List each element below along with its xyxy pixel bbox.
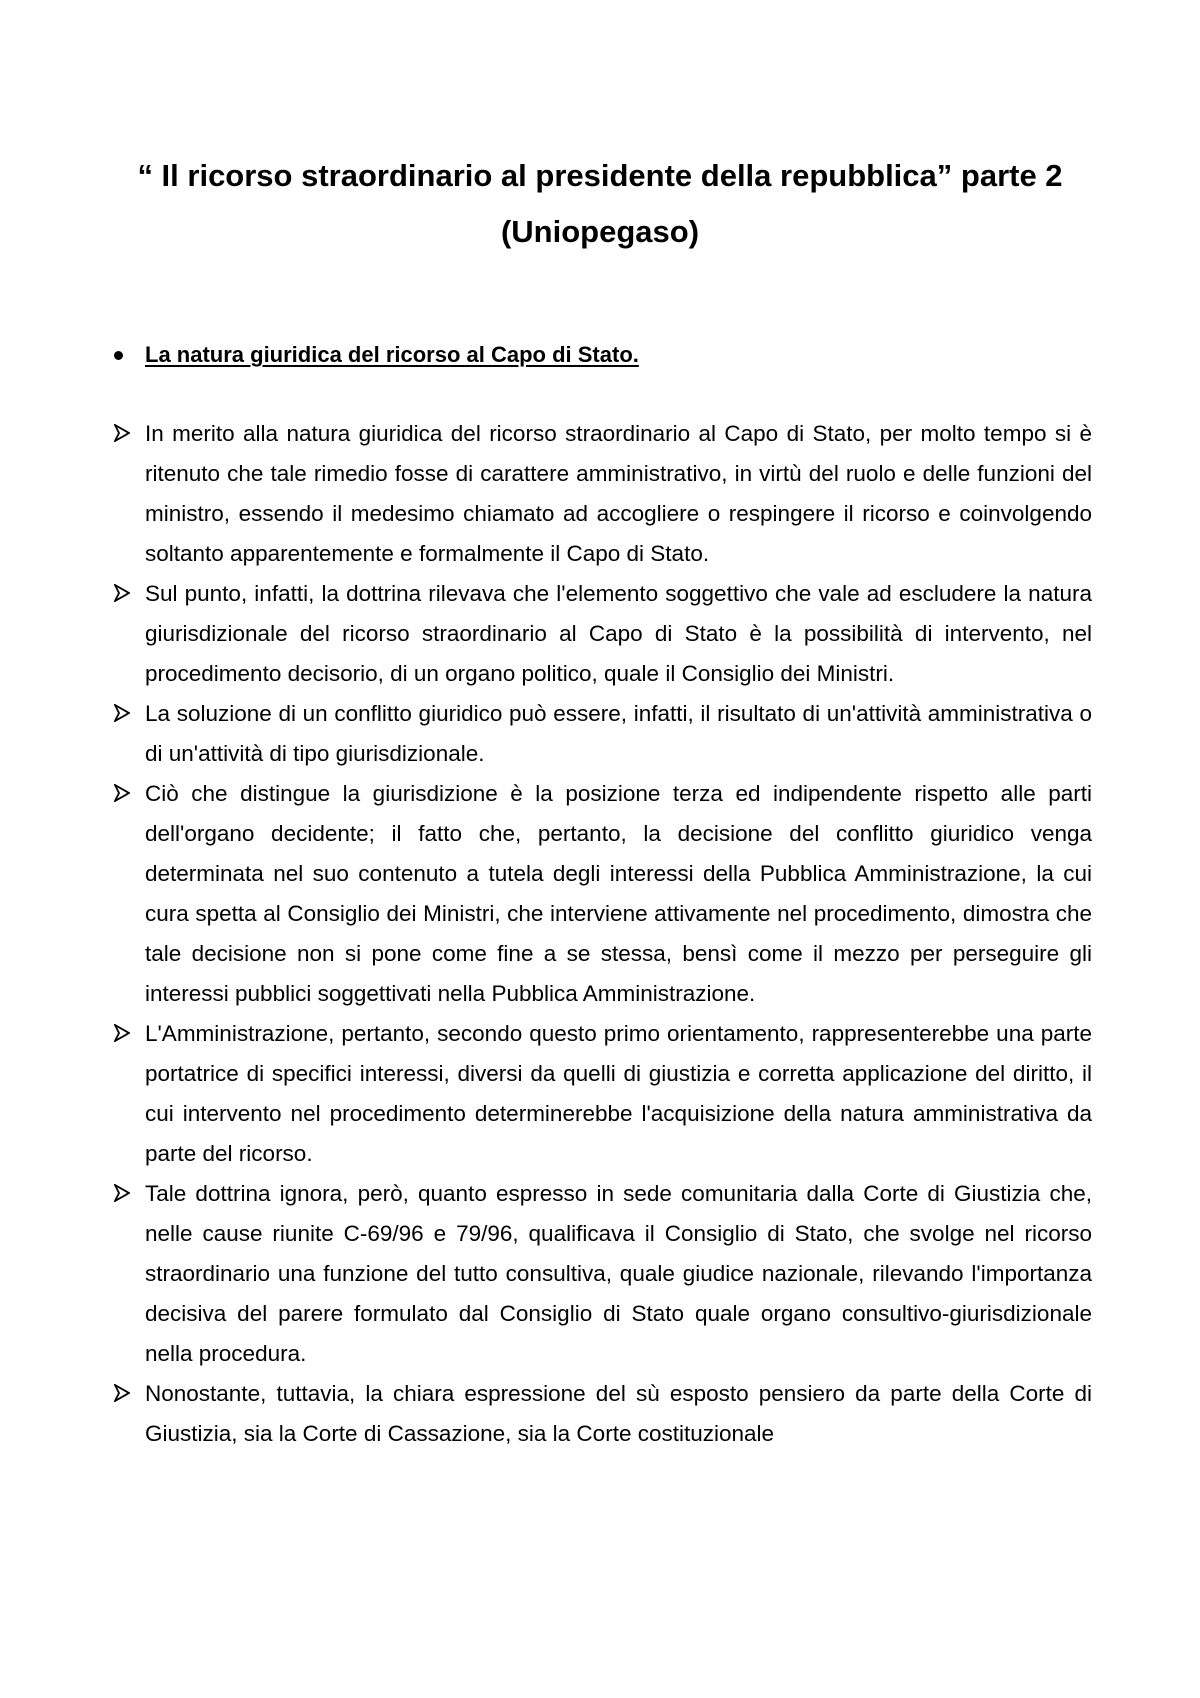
arrowhead-bullet-icon — [112, 1014, 138, 1054]
bullet-dot-icon — [114, 351, 123, 360]
arrowhead-bullet-icon — [112, 1174, 138, 1214]
list-item — [112, 774, 1092, 1014]
paragraph-list — [112, 414, 1092, 1454]
arrowhead-bullet-icon — [112, 414, 138, 454]
paragraph-text: Ciò che distingue la giurisdizione è la posizione terza ed indipendente rispetto alle parti dell'organo decidente; il fatto che, pertanto, la decisione del conflitto giuridico venga determinata nel suo contenuto a tutela degli interessi della Pubblica Amministrazione, la cui cura spetta al Consiglio dei Ministri, che interviene attivamente nel procedimento, dimostra che tale decisione non si pone come fine a se stessa, bensì come il mezzo per perseguire gli interessi pubblici soggettivati nella Pubblica Amministrazione. — [145, 781, 1092, 1006]
section-heading — [114, 340, 1014, 370]
paragraph-text: Tale dottrina ignora, però, quanto espresso in sede comunitaria dalla Corte di Giustizia che, nelle cause riunite C-69/96 e 79/96, qualificava il Consiglio di Stato, che svolge nel ricorso straordinario una funzione del tutto consultiva, quale giudice nazionale, rilevando l'importanza decisiva del parere formulato dal Consiglio di Stato quale organo consultivo-giurisdizionale nella procedura. — [145, 1181, 1092, 1366]
arrowhead-bullet-icon — [112, 774, 138, 814]
arrowhead-bullet-icon — [112, 1374, 138, 1414]
list-item — [112, 414, 1092, 574]
arrowhead-bullet-icon — [112, 694, 138, 734]
paragraph-text: Sul punto, infatti, la dottrina rilevava che l'elemento soggettivo che vale ad escludere la natura giurisdizionale del ricorso straordinario al Capo di Stato è la possibilità di intervento, nel procedimento decisorio, di un organo politico, quale il Consiglio dei Ministri. — [145, 581, 1092, 686]
paragraph-text: L'Amministrazione, pertanto, secondo questo primo orientamento, rappresenterebbe una parte portatrice di specifici interessi, diversi da quelli di giustizia e corretta applicazione del diritto, il cui intervento nel procedimento determinerebbe l'acquisizione della natura amministrativa da parte del ricorso. — [145, 1021, 1092, 1166]
paragraph-text: La soluzione di un conflitto giuridico può essere, infatti, il risultato di un'attività amministrativa o di un'attività di tipo giurisdizionale. — [145, 701, 1092, 766]
title-line-2: (Uniopegaso) — [500, 214, 700, 249]
section-heading-text: La natura giuridica del ricorso al Capo di Stato. — [145, 342, 639, 367]
document-title — [100, 148, 1100, 260]
paragraph-text: Nonostante, tuttavia, la chiara espressione del sù esposto pensiero da parte della Corte di Giustizia, sia la Corte di Cassazione, sia la Corte costituzionale — [145, 1381, 1092, 1446]
list-item — [112, 1374, 1092, 1454]
arrowhead-bullet-icon — [112, 574, 138, 614]
list-item — [112, 1174, 1092, 1374]
list-item — [112, 574, 1092, 694]
list-item — [112, 694, 1092, 774]
list-item — [112, 1014, 1092, 1174]
title-line-1: “ Il ricorso straordinario al presidente della repubblica” parte 2 — [137, 158, 1063, 193]
paragraph-text: In merito alla natura giuridica del ricorso straordinario al Capo di Stato, per molto tempo si è ritenuto che tale rimedio fosse di carattere amministrativo, in virtù del ruolo e delle funzioni del ministro, essendo il medesimo chiamato ad accogliere o respingere il ricorso e coinvolgendo soltanto apparentemente e formalmente il Capo di Stato. — [145, 421, 1092, 566]
